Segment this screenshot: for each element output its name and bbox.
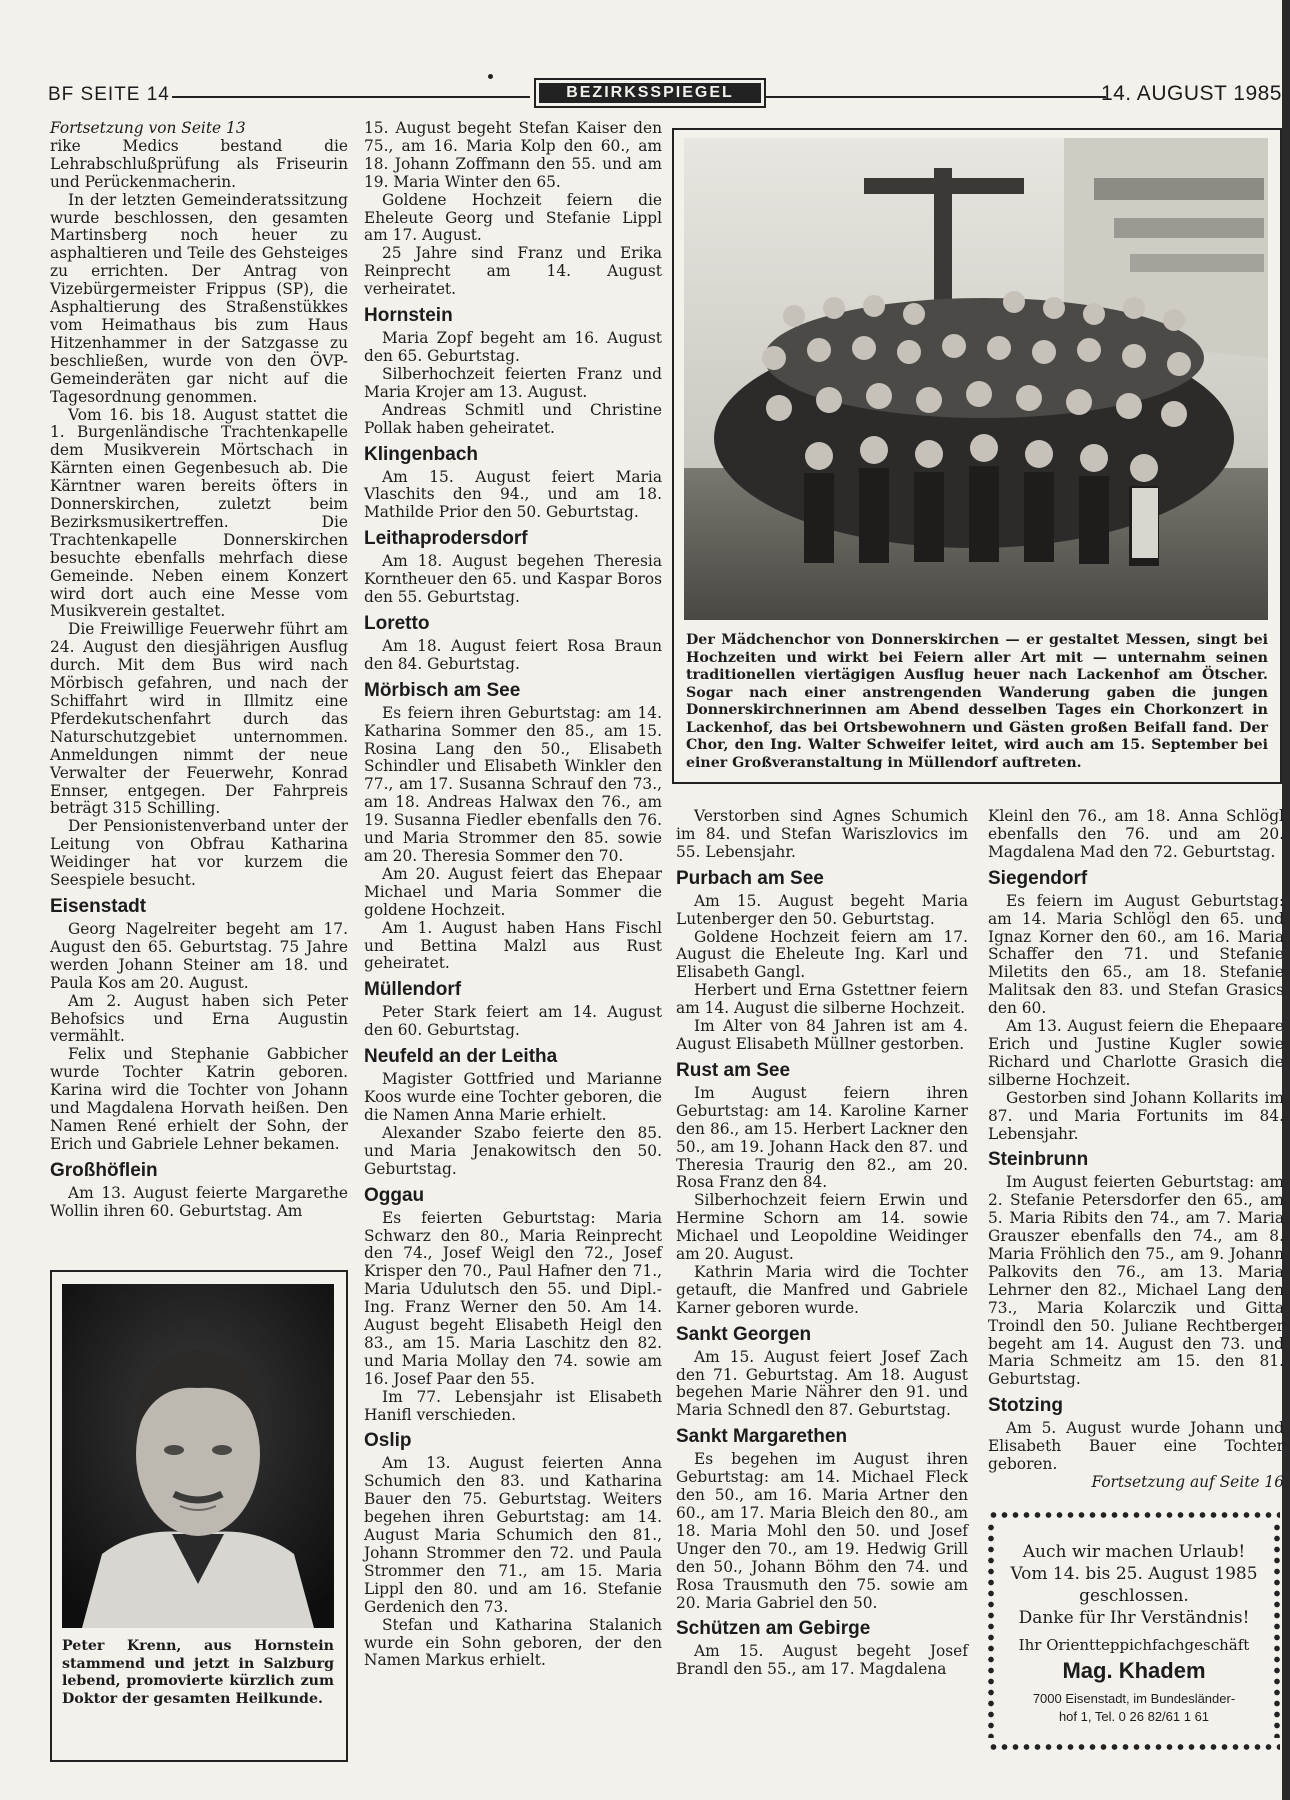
section-heading-hornstein: Hornstein xyxy=(364,305,453,327)
column-4 xyxy=(988,808,1284,1492)
group-photo xyxy=(684,138,1268,620)
ad-border-right xyxy=(1274,1522,1280,1738)
paragraph: rike Medics bestand die Lehrabschlußprüfung als Friseurin und Perückenmacherin. xyxy=(50,136,348,191)
paragraph: Magister Gottfried und Marianne Koos wurde eine Tochter geboren, die die Namen Anna Marie erhielt. xyxy=(364,1070,662,1124)
ad-address-2: hof 1, Tel. 0 26 82/61 1 61 xyxy=(1058,1709,1210,1724)
paragraph: Maria Zopf begeht am 16. August den 65. Geburtstag. xyxy=(364,329,662,365)
paragraph: Im August feiern ihren Geburtstag: am 14. Karoline Karner den 86., am 15. Herbert Lackner den 50., am 19. Johann Hack den 87. und Theresia Traurig den 82., am 20. Rosa Franz den 84. xyxy=(676,1083,968,1192)
column-3 xyxy=(676,808,968,1679)
paragraph: Silberhochzeit feiern Erwin und Hermine Schorn am 14. sowie Michael und Leopoldine Weidinger am 20. August. xyxy=(676,1191,968,1264)
section-heading-eisenstadt: Eisenstadt xyxy=(50,895,147,917)
page-header xyxy=(0,0,1290,110)
paragraph: Am 18. August begehen Theresia Korntheuer den 65. und Kaspar Boros den 55. Geburtstag. xyxy=(364,552,662,607)
ad-address-1: 7000 Eisenstadt, im Bundesländer- xyxy=(1032,1691,1236,1706)
paragraph: Goldene Hochzeit feiern die Eheleute Georg und Stefanie Lippl am 17. August. xyxy=(364,190,662,245)
section-heading-purbach: Purbach am See xyxy=(676,867,824,889)
paragraph: Stefan und Katharina Stalanich wurde ein Sohn geboren, der den Namen Markus erhielt. xyxy=(364,1615,662,1670)
continued-to: Fortsetzung auf Seite 16 xyxy=(1091,1473,1284,1491)
section-heading-sankt-georgen: Sankt Georgen xyxy=(676,1323,812,1345)
paragraph: Es feiern ihren Geburtstag: am 14. Katharina Sommer den 85., am 15. Rosina Lang den 50., Elisabeth Schindler und Elisabeth Winkler den 77., am 17. Susanna Schrauf den 73., am 18. Andreas Halwax den 76., am 19. Susanna Fiedler ebenfalls den 76. und Maria Strommer den 85. sowie am 20. Theresia Sommer den 70. xyxy=(364,703,662,865)
paragraph: 25 Jahre sind Franz und Erika Reinprecht am 14. August verheiratet. xyxy=(364,244,662,299)
section-heading-siegendorf: Siegendorf xyxy=(988,867,1088,889)
column-1 xyxy=(50,120,348,1221)
section-heading-muellendorf: Müllendorf xyxy=(364,979,462,1001)
section-label: BEZIRKSSPIEGEL xyxy=(539,83,761,103)
section-heading-grosshoeflein: Großhöflein xyxy=(50,1159,158,1181)
section-heading-steinbrunn: Steinbrunn xyxy=(988,1149,1089,1171)
header-rule-left xyxy=(172,96,530,98)
continued-from: Fortsetzung von Seite 13 xyxy=(50,119,246,137)
column-2 xyxy=(364,120,662,1670)
section-heading-schuetzen: Schützen am Gebirge xyxy=(676,1618,871,1640)
header-dot xyxy=(488,74,493,79)
portrait-caption: Peter Krenn, aus Hornstein stammend und jetzt in Salzburg lebend, promovierte kürzlich zum Doktor der gesamten Heilkunde. xyxy=(62,1638,334,1707)
paragraph: Am 15. August feiert Josef Zach den 71. Geburtstag. Am 18. August begehen Marie Nährer den 91. und Maria Schnedl den 87. Geburtstag. xyxy=(676,1347,968,1420)
portrait-photo xyxy=(62,1284,334,1628)
paragraph: Silberhochzeit feierten Franz und Maria Krojer am 13. August. xyxy=(364,364,662,401)
paragraph: Verstorben sind Agnes Schumich im 84. und Stefan Wariszlovics im 55. Lebensjahr. xyxy=(676,807,968,861)
paragraph: Im August feierten Geburtstag: am 2. Stefanie Petersdorfer den 65., am 5. Maria Ribits den 74., am 7. Maria Grauszer ebenfalls den 74., am 8. Maria Fröhlich den 75., am 9. Johann Palkovits den 76., am 13. Maria Lehrner den 82., Michael Lang den 73., Maria Kolarczik und Gitta Troindl den 50. Juliane Rechtberger begeht am 14. August den 73. und Maria Schmeitz am 15. den 81. Geburtstag. xyxy=(988,1173,1284,1389)
group-photo-box xyxy=(672,128,1282,784)
issue-date: 14. AUGUST 1985 xyxy=(1100,82,1282,105)
ad-border-bottom xyxy=(988,1744,1280,1750)
paragraph: Goldene Hochzeit feiern am 17. August die Eheleute Ing. Karl und Elisabeth Gangl. xyxy=(676,927,968,982)
paragraph: Felix und Stephanie Gabbicher wurde Tochter Katrin geboren. Karina wird die Tochter von Johann und Magdalena Horvath heißen. Den Namen René erhielt der Sohn, der Erich und Gabriele Lehner bekamen. xyxy=(50,1045,348,1153)
paragraph: Am 13. August feiern die Ehepaare Erich und Justine Kugler sowie Richard und Charlotte Grasich die silberne Hochzeit. xyxy=(988,1017,1284,1089)
paragraph: Im 77. Lebensjahr ist Elisabeth Hanifl verschieden. xyxy=(364,1387,662,1424)
section-heading-neufeld: Neufeld an der Leitha xyxy=(364,1046,558,1068)
ad-shop-name: Mag. Khadem xyxy=(1062,1658,1206,1683)
paragraph: Am 15. August begeht Josef Brandl den 55., am 17. Magdalena xyxy=(676,1642,968,1679)
paragraph: Der Pensionistenverband unter der Leitung von Obfrau Katharina Weidinger hat vor kurzem die Seespiele besucht. xyxy=(50,817,348,890)
ad-line-1: Auch wir machen Urlaub! xyxy=(1022,1542,1246,1562)
section-heading-sankt-margarethen: Sankt Margarethen xyxy=(676,1426,848,1448)
paragraph: Kleinl den 76., am 18. Anna Schlögl ebenfalls den 76. und am 20. Magdalena Mad den 72. Geburtstag. xyxy=(988,807,1284,861)
group-photo-caption: Der Mädchenchor von Donnerskirchen — er gestaltet Messen, singt bei Hochzeiten und wirkt bei Feiern aller Art mit — unternahm seinen traditionellen viertägigen Ausflug heuer nach Lackenhof am Ötscher. Sogar nach einer anstrengenden Wanderung gaben die jungen Donnerskirchnerinnen am Abend desselben Tages ein Chorkonzert in Lackenhof, das bei Ortsbewohnern und Gästen großen Beifall fand. Der Chor, den Ing. Walter Schweifer leitet, wird auch am 15. September bei einer Großveranstaltung in Müllendorf auftreten. xyxy=(686,632,1268,771)
paragraph: Am 15. August begeht Maria Lutenberger den 50. Geburtstag. xyxy=(676,891,968,928)
paragraph: Herbert und Erna Gstettner feiern am 14. August die silberne Hochzeit. xyxy=(676,981,968,1018)
section-heading-klingenbach: Klingenbach xyxy=(364,443,479,465)
paragraph: Am 20. August feiert das Ehepaar Michael und Maria Sommer die goldene Hochzeit. xyxy=(364,864,662,919)
paragraph: Alexander Szabo feierte den 85. und Maria Jenakowitsch den 50. Geburtstag. xyxy=(364,1123,662,1178)
section-heading-leithaprodersdorf: Leithaprodersdorf xyxy=(364,528,528,550)
paragraph: Gestorben sind Johann Kollarits im 87. und Maria Fortunits im 84. Lebensjahr. xyxy=(988,1088,1284,1143)
paragraph: Es begehen im August ihren Geburtstag: am 14. Michael Fleck den 50., am 16. Maria Artner den 60., am 17. Maria Bleich den 80., am 18. Maria Mohl den 50. und Josef Unger den 70., am 19. Hedwig Grill den 50., Johann Böhm den 74. und Rosa Trausmuth den 75. sowie am 20. Maria Gabriel den 50. xyxy=(676,1450,968,1612)
ad-line-4: Danke für Ihr Verständnis! xyxy=(1018,1608,1250,1628)
section-label-box xyxy=(534,78,766,108)
portrait-photo-box xyxy=(50,1270,348,1762)
paragraph: Im Alter von 84 Jahren ist am 4. August Elisabeth Müllner gestorben. xyxy=(676,1017,968,1053)
paragraph: Am 2. August haben sich Peter Behofsics und Erna Augustin vermählt. xyxy=(50,991,348,1046)
section-heading-rust: Rust am See xyxy=(676,1059,791,1081)
paragraph: Es feiern im August Geburtstag: am 14. Maria Schlögl den 65. und Ignaz Korner den 60., am 16. Maria Schaffer den 71. und Stefanie Miletits den 65., am 18. Stefanie Malitsak den 83. und Stefan Grasics den 60. xyxy=(988,891,1284,1018)
header-rule-right xyxy=(766,96,1106,98)
paragraph: Vom 16. bis 18. August stattet die 1. Burgenländische Trachtenkapelle dem Musikverein Mörtschach in Kärnten einen Gegenbesuch ab. Die Kärntner waren bereits öfters in Donnerskirchen, zuletzt beim Bezirksmusikertreffen. Die Trachtenkapelle Donnerskirchen besuchte ebenfalls mehrfach diese Gemeinde. Neben einem Konzert wird dort auch eine Messe vom Musikverein gestaltet. xyxy=(50,405,348,621)
paragraph: Am 13. August feierten Anna Schumich den 83. und Katharina Bauer den 75. Geburtstag. Weiters begehen ihren Geburtstag: am 14. August Maria Schumich den 81., Johann Strommer den 72. und Paula Strommer den 71., am 15. Maria Lippl den 80. und am 16. Stefanie Gerdenich den 73. xyxy=(364,1454,662,1616)
paragraph: In der letzten Gemeinderatssitzung wurde beschlossen, den gesamten Martinsberg noch heuer zu asphaltieren und Teile des Gehsteiges zu errichten. Der Antrag von Vizebürgermeister Frippus (SP), die Asphaltierung des Straßenstükkes vom Heimathaus bis zum Haus Hitzenhammer in der Satzgasse zu beschließen, wurde von den ÖVP-Gemeinderäten gar nicht auf die Tagesordnung genommen. xyxy=(50,190,348,406)
section-heading-moerbisch: Mörbisch am See xyxy=(364,679,521,701)
paragraph: 15. August begeht Stefan Kaiser den 75., am 16. Maria Kolp den 60., am 18. Johann Zoffmann den 55. und am 19. Maria Winter den 65. xyxy=(364,119,662,191)
paragraph: Georg Nagelreiter begeht am 17. August den 65. Geburtstag. 75 Jahre werden Johann Steiner am 18. und Paula Kos am 20. August. xyxy=(50,919,348,992)
ad-border-top xyxy=(988,1512,1280,1518)
section-heading-oggau: Oggau xyxy=(364,1184,425,1206)
paragraph: Peter Stark feiert am 14. August den 60. Geburtstag. xyxy=(364,1003,662,1040)
section-heading-loretto: Loretto xyxy=(364,612,430,634)
section-heading-oslip: Oslip xyxy=(364,1430,412,1452)
paragraph: Am 1. August haben Hans Fischl und Bettina Malzl aus Rust geheiratet. xyxy=(364,918,662,973)
paragraph: Am 18. August feiert Rosa Braun den 84. Geburtstag. xyxy=(364,636,662,673)
paragraph: Die Freiwillige Feuerwehr führt am 24. August den diesjährigen Ausflug durch. Mit dem Bus wird nach Mörbisch gefahren, und nach der Schiffahrt wird in Illmitz eine Pferdekutschenfahrt durch das Naturschutzgebiet unternommen. Anmeldungen nimmt der neue Verwalter der Feuerwehr, Konrad Ennser, entgegen. Der Fahrpreis beträgt 315 Schilling. xyxy=(50,620,348,818)
ad-shop-type: Ihr Orientteppichfachgeschäft xyxy=(1018,1636,1250,1654)
paragraph: Kathrin Maria wird die Tochter getauft, die Manfred und Gabriele Karner geboren wurde. xyxy=(676,1262,968,1317)
section-heading-stotzing: Stotzing xyxy=(988,1395,1063,1417)
paragraph: Es feierten Geburtstag: Maria Schwarz den 80., Maria Reinprecht den 74., Josef Weigl den 72., Josef Krisper den 70., Paul Hafner den 71., Maria Udulutsch den 55. und Dipl.-Ing. Franz Werner den 50. Am 14. August begeht Elisabeth Heigl den 83., am 15. Maria Laschitz den 82. und Maria Mollay den 74. sowie am 16. Josef Paar den 55. xyxy=(364,1208,662,1388)
ad-border-left xyxy=(988,1522,994,1738)
paragraph: Andreas Schmitl und Christine Pollak haben geheiratet. xyxy=(364,400,662,437)
paragraph: Am 15. August feiert Maria Vlaschits den 94., und am 18. Mathilde Prior den 50. Geburtstag. xyxy=(364,467,662,522)
paragraph: Am 13. August feierte Margarethe Wollin ihren 60. Geburtstag. Am xyxy=(50,1183,348,1220)
advertisement xyxy=(988,1512,1280,1752)
ad-line-2: Vom 14. bis 25. August 1985 xyxy=(1010,1564,1258,1584)
page-number: BF SEITE 14 xyxy=(48,84,170,105)
paragraph: Am 5. August wurde Johann und Elisabeth Bauer eine Tochter geboren. xyxy=(988,1419,1284,1474)
ad-line-3: geschlossen. xyxy=(1079,1586,1189,1606)
